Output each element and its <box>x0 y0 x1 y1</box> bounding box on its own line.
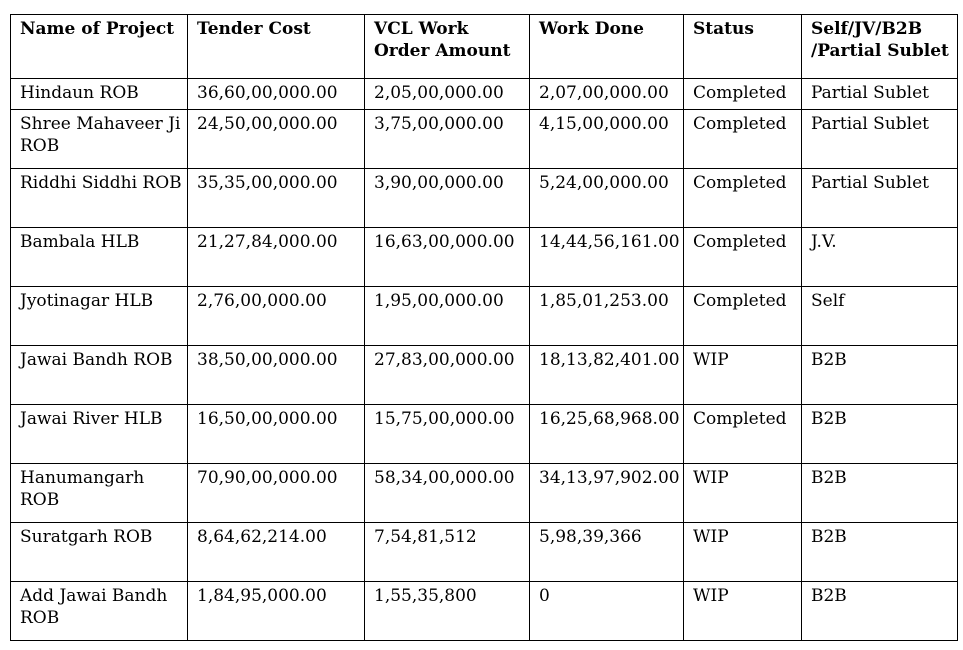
cell-work-done: 14,44,56,161.00 <box>530 228 684 287</box>
cell-work-order-amount: 16,63,00,000.00 <box>365 228 530 287</box>
header-contract-type: Self/JV/B2B /Partial Sublet <box>802 15 958 79</box>
table-row <box>11 523 958 582</box>
cell-contract-type: Partial Sublet <box>802 79 958 110</box>
table-row <box>11 287 958 346</box>
cell-work-done: 4,15,00,000.00 <box>530 110 684 169</box>
cell-tender-cost: 1,84,95,000.00 <box>188 582 365 641</box>
cell-project-name: Hindaun ROB <box>11 79 188 110</box>
header-status: Status <box>684 15 802 79</box>
cell-status: Completed <box>684 79 802 110</box>
cell-tender-cost: 70,90,00,000.00 <box>188 464 365 523</box>
cell-project-name: Shree Mahaveer Ji ROB <box>11 110 188 169</box>
header-work-order-amount: VCL Work Order Amount <box>365 15 530 79</box>
cell-work-done: 5,98,39,366 <box>530 523 684 582</box>
table-row <box>11 346 958 405</box>
cell-project-name: Bambala HLB <box>11 228 188 287</box>
cell-work-done: 2,07,00,000.00 <box>530 79 684 110</box>
cell-work-done: 16,25,68,968.00 <box>530 405 684 464</box>
cell-status: Completed <box>684 110 802 169</box>
cell-work-order-amount: 58,34,00,000.00 <box>365 464 530 523</box>
cell-work-order-amount: 2,05,00,000.00 <box>365 79 530 110</box>
cell-status: Completed <box>684 228 802 287</box>
cell-contract-type: B2B <box>802 346 958 405</box>
table-row <box>11 169 958 228</box>
cell-contract-type: Partial Sublet <box>802 110 958 169</box>
cell-status: WIP <box>684 582 802 641</box>
table-row <box>11 582 958 641</box>
cell-tender-cost: 21,27,84,000.00 <box>188 228 365 287</box>
cell-work-done: 18,13,82,401.00 <box>530 346 684 405</box>
cell-work-done: 1,85,01,253.00 <box>530 287 684 346</box>
cell-work-done: 5,24,00,000.00 <box>530 169 684 228</box>
cell-tender-cost: 2,76,00,000.00 <box>188 287 365 346</box>
table-row <box>11 79 958 110</box>
cell-contract-type: Self <box>802 287 958 346</box>
cell-work-done: 34,13,97,902.00 <box>530 464 684 523</box>
table-row <box>11 405 958 464</box>
cell-project-name: Jawai Bandh ROB <box>11 346 188 405</box>
cell-work-order-amount: 3,75,00,000.00 <box>365 110 530 169</box>
cell-tender-cost: 16,50,00,000.00 <box>188 405 365 464</box>
cell-project-name: Riddhi Siddhi ROB <box>11 169 188 228</box>
cell-contract-type: B2B <box>802 464 958 523</box>
cell-work-order-amount: 27,83,00,000.00 <box>365 346 530 405</box>
cell-contract-type: B2B <box>802 582 958 641</box>
cell-project-name: Add Jawai Bandh ROB <box>11 582 188 641</box>
cell-project-name: Hanumangarh ROB <box>11 464 188 523</box>
cell-status: WIP <box>684 346 802 405</box>
cell-work-order-amount: 1,95,00,000.00 <box>365 287 530 346</box>
header-tender-cost: Tender Cost <box>188 15 365 79</box>
cell-status: WIP <box>684 464 802 523</box>
cell-status: Completed <box>684 169 802 228</box>
cell-work-order-amount: 7,54,81,512 <box>365 523 530 582</box>
header-work-done: Work Done <box>530 15 684 79</box>
cell-contract-type: B2B <box>802 405 958 464</box>
cell-tender-cost: 8,64,62,214.00 <box>188 523 365 582</box>
cell-work-order-amount: 1,55,35,800 <box>365 582 530 641</box>
cell-project-name: Suratgarh ROB <box>11 523 188 582</box>
cell-project-name: Jyotinagar HLB <box>11 287 188 346</box>
header-row <box>11 15 958 79</box>
cell-status: Completed <box>684 287 802 346</box>
table-row <box>11 110 958 169</box>
cell-tender-cost: 35,35,00,000.00 <box>188 169 365 228</box>
cell-project-name: Jawai River HLB <box>11 405 188 464</box>
table-row <box>11 464 958 523</box>
cell-status: WIP <box>684 523 802 582</box>
cell-tender-cost: 36,60,00,000.00 <box>188 79 365 110</box>
cell-contract-type: J.V. <box>802 228 958 287</box>
cell-work-order-amount: 15,75,00,000.00 <box>365 405 530 464</box>
cell-tender-cost: 38,50,00,000.00 <box>188 346 365 405</box>
projects-table <box>10 14 958 641</box>
table-row <box>11 228 958 287</box>
cell-work-done: 0 <box>530 582 684 641</box>
cell-contract-type: Partial Sublet <box>802 169 958 228</box>
header-project-name: Name of Project <box>11 15 188 79</box>
cell-work-order-amount: 3,90,00,000.00 <box>365 169 530 228</box>
cell-contract-type: B2B <box>802 523 958 582</box>
cell-tender-cost: 24,50,00,000.00 <box>188 110 365 169</box>
cell-status: Completed <box>684 405 802 464</box>
